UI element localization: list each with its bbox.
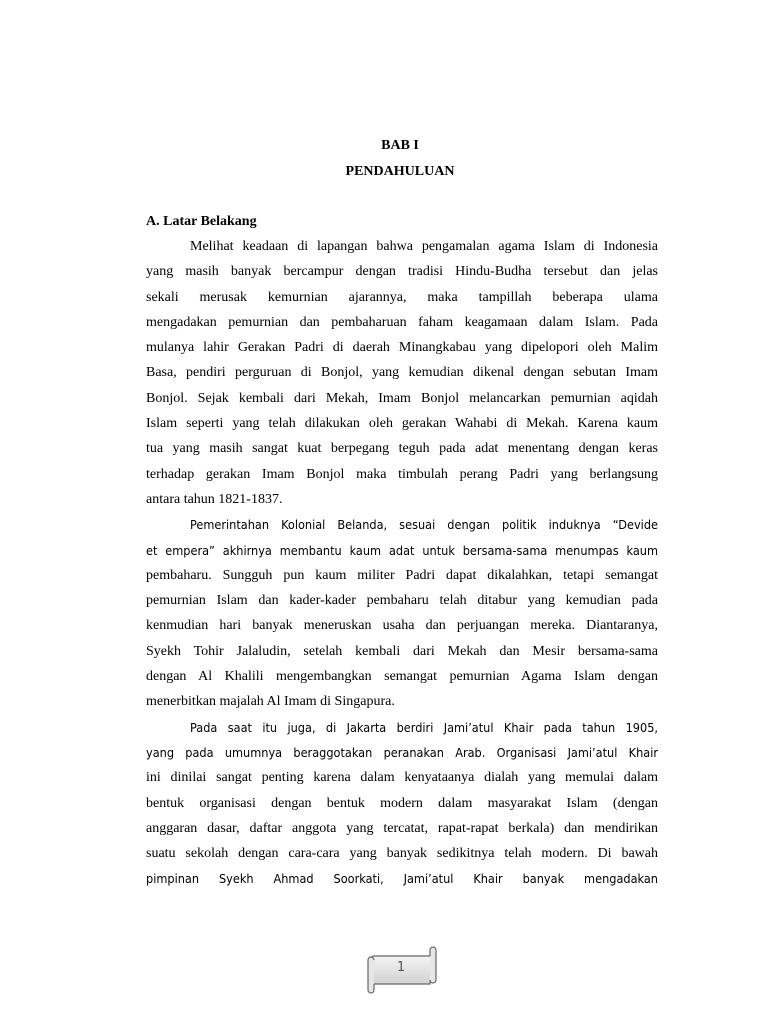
text-line: menerbitkan majalah Al Imam di Singapura. [146,694,395,710]
paragraph-1 [146,234,658,512]
text-line: dengan Al Khalili mengembangkan semangat pemurnian Agama Islam dengan [146,669,658,685]
chapter-heading: BAB I [381,138,419,153]
text-line: Syekh Tohir Jalaludin, setelah kembali dari Mekah dan Mesir bersama-sama [146,643,658,659]
text-line: antara tahun 1821-1837. [146,491,283,507]
paragraph-2 [146,512,658,714]
text-line: Pemerintahan Kolonial Belanda, sesuai dengan politik induknya “Devide [190,517,658,533]
text-line: tua yang masih sangat kuat berpegang teguh pada adat menentang dengan keras [146,441,658,457]
text-line: ini dinilai sangat penting karena dalam kenyataanya dialah yang memulai dalam [146,770,658,786]
text-line: suatu sekolah dengan cara-cara yang banyak sedikitnya telah modern. Di bawah [146,846,658,862]
section-title: A. Latar Belakang [146,214,257,229]
text-line: sekali merusak kemurnian ajarannya, maka tampillah beberapa ulama [146,289,658,305]
text-line: Bonjol. Sejak kembali dari Mekah, Imam Bonjol melancarkan pemurnian aqidah [146,390,658,406]
text-line: pemurnian Islam dan kader-kader pembaharu telah ditabur yang kemudian pada [146,593,658,609]
text-line: Pada saat itu juga, di Jakarta berdiri Jami’atul Khair pada tahun 1905, [190,719,658,735]
text-line: yang masih banyak bercampur dengan tradisi Hindu-Budha tersebut dan jelas [146,264,658,280]
paragraph-3 [146,715,658,892]
body-text [146,234,658,892]
text-line: yang pada umumnya beraggotakan peranakan Arab. Organisasi Jami’atul Khair [146,744,658,760]
text-line: kenmudian hari banyak meneruskan usaha dan perjuangan mereka. Diantaranya, [146,618,658,634]
text-line: bentuk organisasi dengan bentuk modern dalam masyarakat Islam (dengan [146,795,658,811]
chapter-title: PENDAHULUAN [345,164,455,179]
text-line: Basa, pendiri perguruan di Bonjol, yang kemudian dikenal dengan sebutan Imam [146,365,658,381]
text-line: pembaharu. Sungguh pun kaum militer Padri dapat dikalahkan, tetapi semangat [146,567,658,583]
text-line: Islam seperti yang telah dilakukan oleh gerakan Wahabi di Mekah. Karena kaum [146,416,658,432]
text-line: anggaran dasar, daftar anggota yang tercatat, rapat-rapat berkala) dan mendirikan [146,820,658,836]
text-line: et empera” akhirnya membantu kaum adat untuk bersama-sama menumpas kaum [146,542,658,558]
page-number: 1 [396,960,406,975]
text-line: Melihat keadaan di lapangan bahwa pengamalan agama Islam di Indonesia [190,239,658,254]
text-line: terhadap gerakan Imam Bonjol maka timbulah perang Padri yang berlangsung [146,466,658,482]
text-line: pimpinan Syekh Ahmad Soorkati, Jami’atul Khair banyak mengadakan [146,871,658,887]
text-line: mulanya lahir Gerakan Padri di daerah Minangkabau yang dipelopori oleh Malim [146,340,658,356]
text-line: mengadakan pemurnian dan pembaharuan faham keagamaan dalam Islam. Pada [146,314,658,330]
